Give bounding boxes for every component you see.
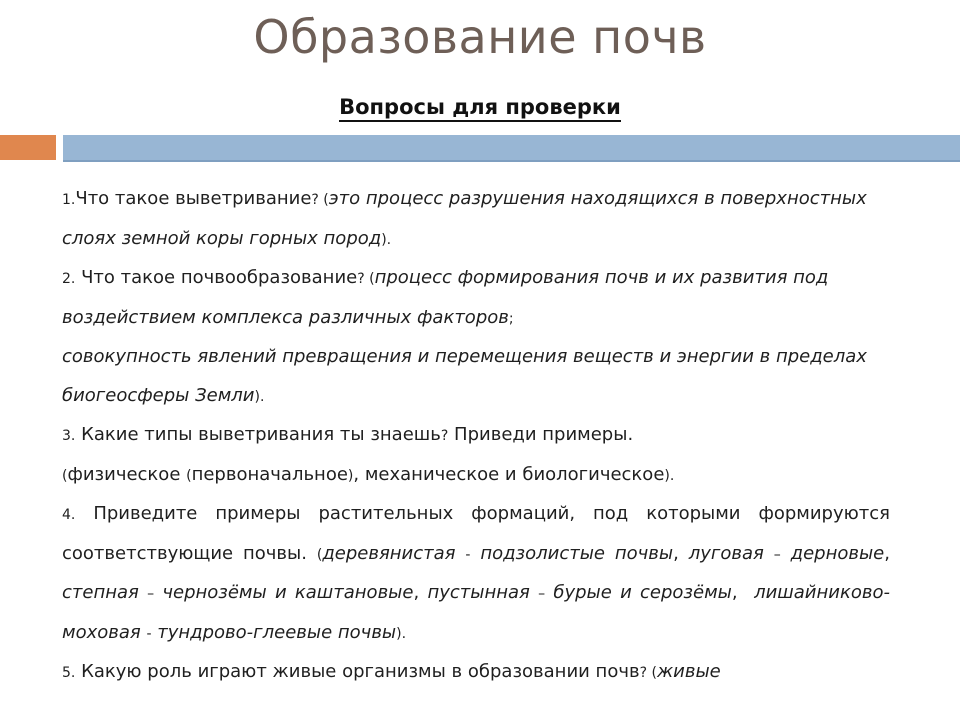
question-4-soil-2: дерновые [790, 542, 885, 564]
question-3-prompt: Приведи примеры. [454, 424, 634, 445]
question-4-formation-2: луговая [688, 542, 764, 564]
question-4-formation-3: степная [62, 582, 139, 603]
question-4-formation-4: пустынная [427, 582, 530, 603]
question-2-answer-a: процесс формирования почв и их развития под воздействием комплекса различных факторов [62, 267, 829, 328]
accent-bar-orange [0, 135, 56, 160]
question-3: 3. Какие типы выветривания ты знаешь? Приведи примеры. (физическое (первоначальное), механическое и биологическое). [62, 424, 675, 485]
question-3-text: Какие типы выветривания ты знаешь [81, 424, 441, 445]
question-5-text: Какую роль играют живые организмы в образовании почв [81, 661, 640, 682]
question-4-text: Приведите примеры растительных формаций, под которыми формируются соответствующие почвы. [62, 503, 890, 564]
question-4-soil-3: чернозёмы и каштановые [162, 582, 414, 603]
question-3-answer-b: первоначальное [191, 463, 348, 485]
question-4-formation-5: лишайниково-моховая [62, 582, 890, 643]
questions-list [62, 180, 890, 693]
question-5-number: 5. [62, 665, 76, 681]
question-2-number: 2. [62, 271, 76, 287]
question-4-soil-1: подзолистые почвы [480, 542, 674, 564]
question-3-answer-c: , механическое и биологическое [353, 463, 665, 485]
question-3-answer-a: физическое [67, 463, 181, 485]
question-2: 2. Что такое почвообразование? (процесс формирования почв и их развития под воздействием комплекса различных факторов; совокупность явлений превращения и перемещения веществ и энергии в пределах биогеосферы Земли). [62, 267, 867, 406]
question-1: 1.Что такое выветривание? (это процесс разрушения находящихся в поверхностных слоях земной коры горных пород). [62, 188, 867, 249]
accent-bar-blue [63, 135, 960, 160]
subtitle-text: Вопросы для проверки [339, 95, 621, 122]
question-4-soil-5: тундрово-глеевые почвы [157, 621, 397, 643]
question-4-formation-1: деревянистая [322, 542, 456, 564]
question-1-answer: это процесс разрушения находящихся в поверхностных слоях земной коры горных пород [62, 188, 867, 249]
question-4: 4. Приведите примеры растительных формаций, под которыми формируются соответствующие почвы. (деревянистая - подзолистые почвы, луговая – дерновые, степная – чернозёмы и каштановые, пустынная – бурые и серозёмы, лишайниково-моховая - тундрово-глеевые почвы). [62, 503, 890, 643]
question-1-text: Что такое выветривание [75, 188, 312, 209]
question-5: 5. Какую роль играют живые организмы в образовании почв? (живые [62, 661, 721, 682]
question-1-number: 1. [62, 192, 76, 208]
slide-subtitle [0, 95, 960, 119]
slide-title: Образование почв [253, 10, 707, 64]
question-2-text: Что такое почвообразование [81, 267, 358, 288]
question-3-number: 3. [62, 428, 76, 444]
question-5-answer: живые [656, 661, 721, 682]
question-4-soil-4: бурые и серозёмы [553, 582, 732, 603]
question-4-number: 4. [62, 507, 76, 523]
question-2-answer-b: совокупность явлений превращения и перемещения веществ и энергии в пределах биогеосферы Земли [62, 346, 867, 406]
accent-bar-blue-underline [63, 160, 960, 162]
